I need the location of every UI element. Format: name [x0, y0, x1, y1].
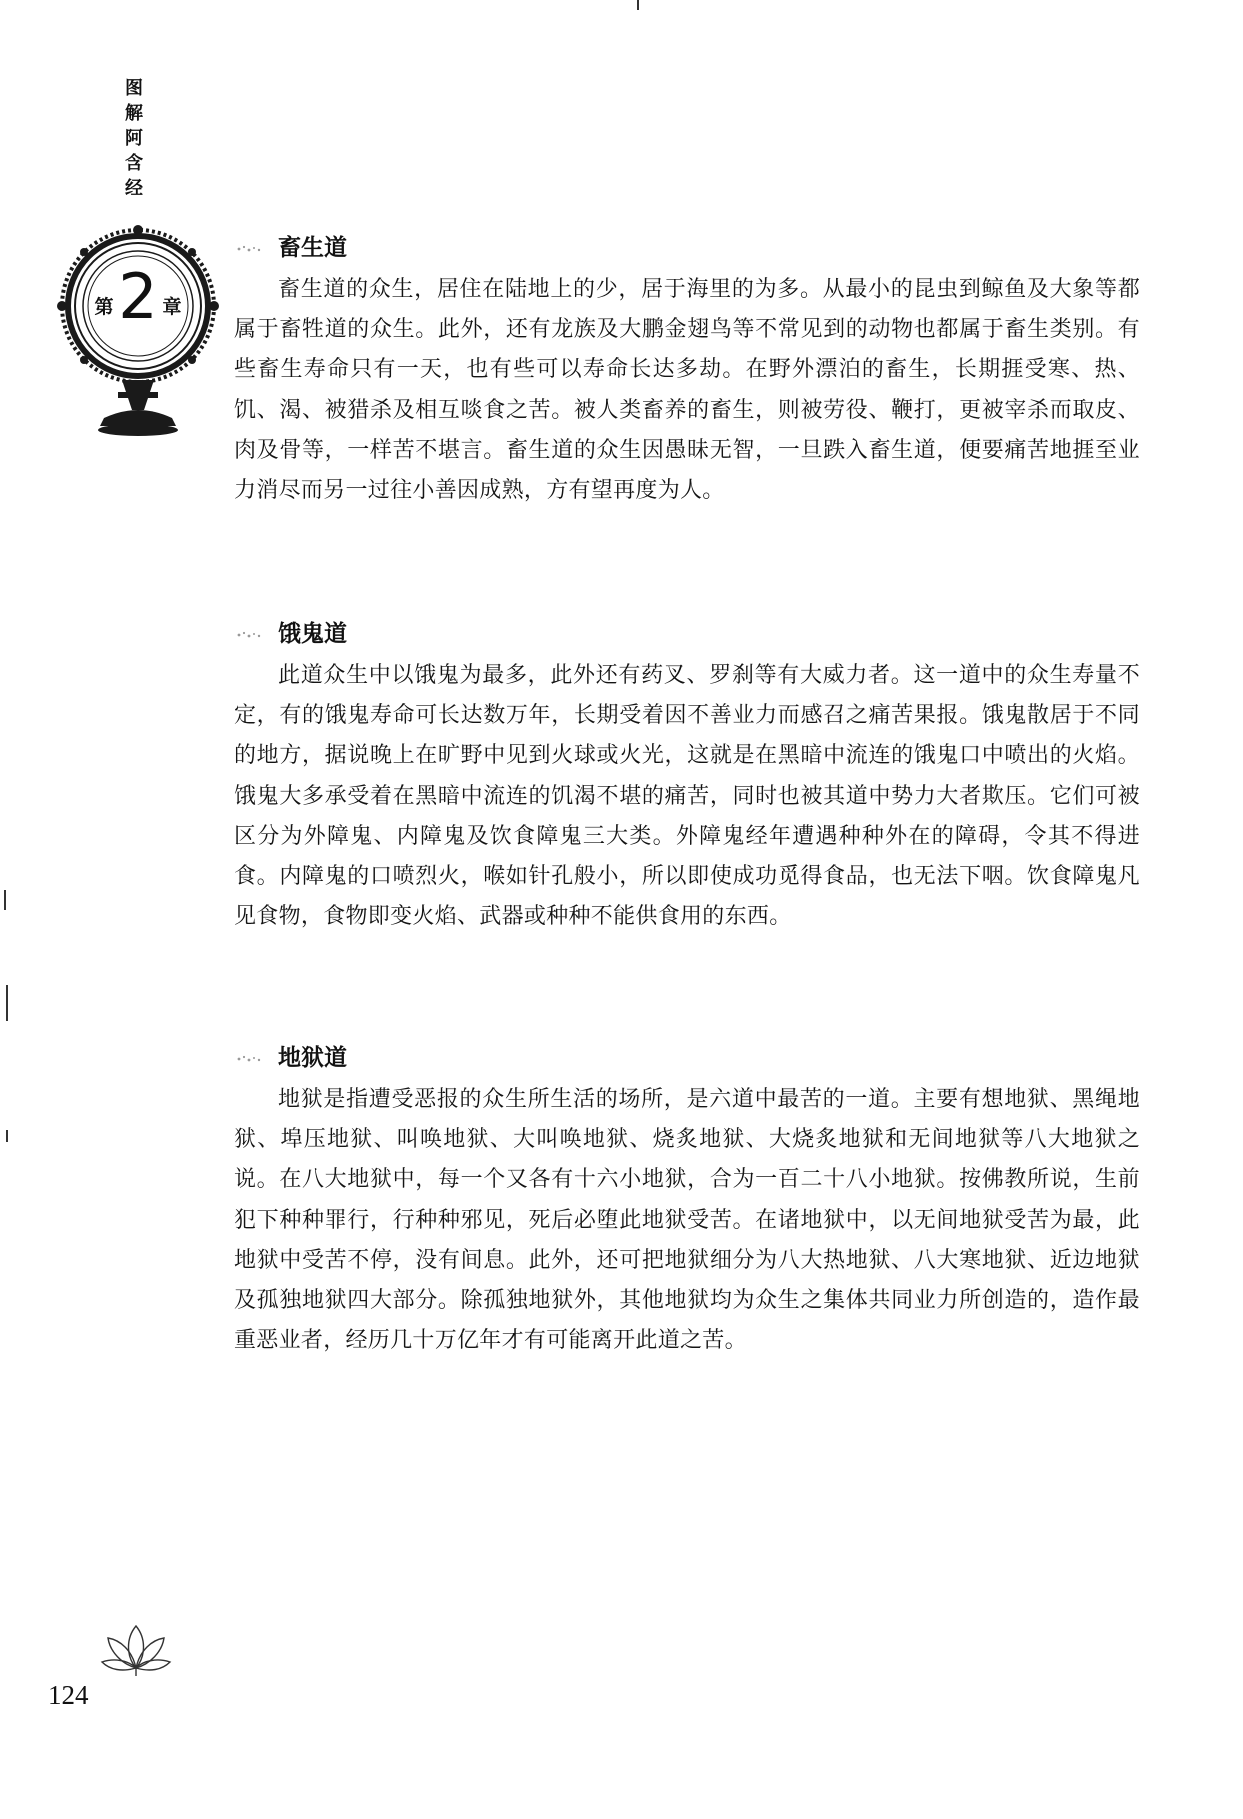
section-heading — [234, 230, 1140, 270]
scan-artifact — [6, 1130, 8, 1142]
running-title-char: 经 — [125, 178, 143, 199]
section-hell-realm — [234, 1040, 1140, 1361]
section-title: 地狱道 — [278, 1045, 347, 1071]
section-heading — [234, 1040, 1140, 1080]
section-animal-realm — [234, 230, 1140, 511]
chapter-emblem — [44, 224, 224, 456]
page-number: 124 — [48, 1680, 89, 1710]
lotus-flower-icon — [100, 1620, 172, 1678]
section-hungry-ghost-realm — [234, 616, 1140, 937]
running-title-char: 阿 — [125, 128, 143, 149]
chapter-prefix: 第 — [94, 296, 114, 318]
running-title — [120, 76, 148, 201]
scan-artifact — [4, 890, 6, 910]
ornament-bullet-icon — [234, 628, 264, 642]
ornament-bullet-icon — [234, 1052, 264, 1066]
ornament-bullet-icon — [234, 242, 264, 256]
section-body: 此道众生中以饿鬼为最多，此外还有药叉、罗刹等有大威力者。这一道中的众生寿量不定，有的饿鬼寿命可长达数万年，长期受着因不善业力而感召之痛苦果报。饿鬼散居于不同的地方，据说晚上在旷野中见到火球或火光，这就是在黑暗中流连的饿鬼口中喷出的火焰。饿鬼大多承受着在黑暗中流连的饥渴不堪的痛苦，同时也被其道中势力大者欺压。它们可被区分为外障鬼、内障鬼及饮食障鬼三大类。外障鬼经年遭遇种种外在的障碍，令其不得进食。内障鬼的口喷烈火，喉如针孔般小，所以即使成功觅得食品，也无法下咽。饮食障鬼凡见食物，食物即变火焰、武器或种种不能供食用的东西。 — [234, 663, 1140, 930]
chapter-number: 2 — [118, 260, 158, 333]
running-title-char: 含 — [125, 153, 143, 174]
chapter-suffix: 章 — [162, 296, 182, 318]
running-title-char: 图 — [125, 78, 143, 99]
running-title-char: 解 — [125, 103, 143, 124]
section-title: 饿鬼道 — [278, 621, 347, 647]
section-heading — [234, 616, 1140, 656]
section-body: 畜生道的众生，居住在陆地上的少，居于海里的为多。从最小的昆虫到鲸鱼及大象等都属于畜牲道的众生。此外，还有龙族及大鹏金翅鸟等不常见到的动物也都属于畜生类别。有些畜生寿命只有一天，也有些可以寿命长达多劫。在野外漂泊的畜生，长期捱受寒、热、饥、渴、被猎杀及相互啖食之苦。被人类畜养的畜生，则被劳役、鞭打，更被宰杀而取皮、肉及骨等，一样苦不堪言。畜生道的众生因愚昧无智，一旦跌入畜生道，便要痛苦地捱至业力消尽而另一过往小善因成熟，方有望再度为人。 — [234, 277, 1140, 504]
section-body: 地狱是指遭受恶报的众生所生活的场所，是六道中最苦的一道。主要有想地狱、黑绳地狱、埠压地狱、叫唤地狱、大叫唤地狱、烧炙地狱、大烧炙地狱和无间地狱等八大地狱之说。在八大地狱中，每一个又各有十六小地狱，合为一百二十八小地狱。按佛教所说，生前犯下种种罪行，行种种邪见，死后必堕此地狱受苦。在诸地狱中，以无间地狱受苦为最，此地狱中受苦不停，没有间息。此外，还可把地狱细分为八大热地狱、八大寒地狱、近边地狱及孤独地狱四大部分。除孤独地狱外，其他地狱均为众生之集体共同业力所创造的，造作最重恶业者，经历几十万亿年才有可能离开此道之苦。 — [234, 1087, 1140, 1354]
scan-artifact — [6, 985, 8, 1021]
section-title: 畜生道 — [278, 235, 347, 261]
ornate-frame-icon — [44, 224, 224, 456]
scan-artifact — [637, 0, 639, 10]
